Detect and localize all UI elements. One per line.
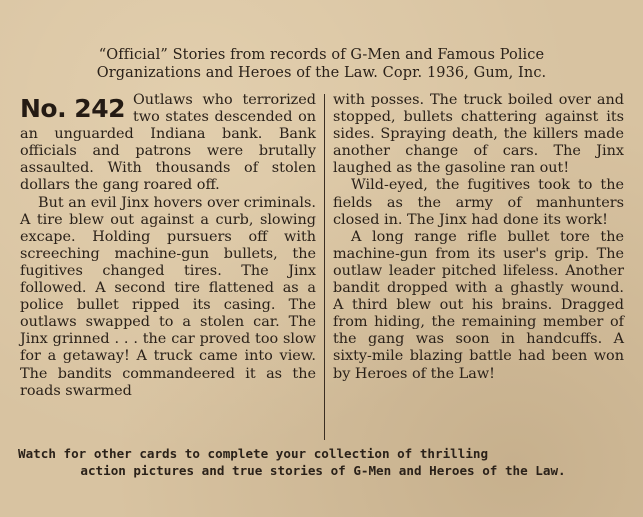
column-divider [324,94,325,440]
story-paragraph-4: Wild-eyed, the fugitives took to the fields as the army of manhunters closed in. The Jinx had done its work! [333,177,624,228]
story-paragraph-2: But an evil Jinx hovers over criminals. A tire blew out against a curb, slowing excape. Holding pursuers off with screeching machine-gun bullets, the fugitives changed tires. The Jinx followed. A second tire flattened as a police bullet ripped its casing. The outlaws swapped to a stolen car. The Jinx grinned . . . the car proved too slow for a getaway! A truck came into view. The bandits commandeered it as the roads swarmed [20,194,316,399]
footer-line-1: Watch for other cards to complete your collection of thrilling [18,446,489,461]
card-number: No. 242 [20,94,125,123]
story-paragraph-3: with posses. The truck boiled over and stopped, bullets chattering against its sides. Spraying death, the killers made another change of cars. The Jinx laughed as the gasoline ran out! [333,92,624,177]
story-column-right [333,92,624,383]
header-line-1: “Official” Stories from records of G-Men and Famous Police [98,47,545,63]
card-header [0,46,643,82]
story-column-left [20,92,316,400]
story-paragraph-5: A long range rifle bullet tore the machine-gun from its user's grip. The outlaw leader pitched lifeless. Another bandit dropped with a ghastly wound. A third blew out his brains. Dragged from hiding, the remaining member of the gang was soon in handcuffs. A sixty-mile blazing battle had been won by Heroes of the Law! [333,228,624,382]
card-footer [18,445,628,479]
footer-line-2: action pictures and true stories of G-Men and Heroes of the Law. [80,463,566,478]
story-paragraph-1: Outlaws who terrorized two states descended on an unguarded Indiana bank. Bank officials and patrons were brutally assaulted. With thousands of stolen dollars the gang roared off. [20,92,316,194]
header-line-2: Organizations and Heroes of the Law. Copr. 1936, Gum, Inc. [96,65,547,81]
story-columns [20,92,626,442]
